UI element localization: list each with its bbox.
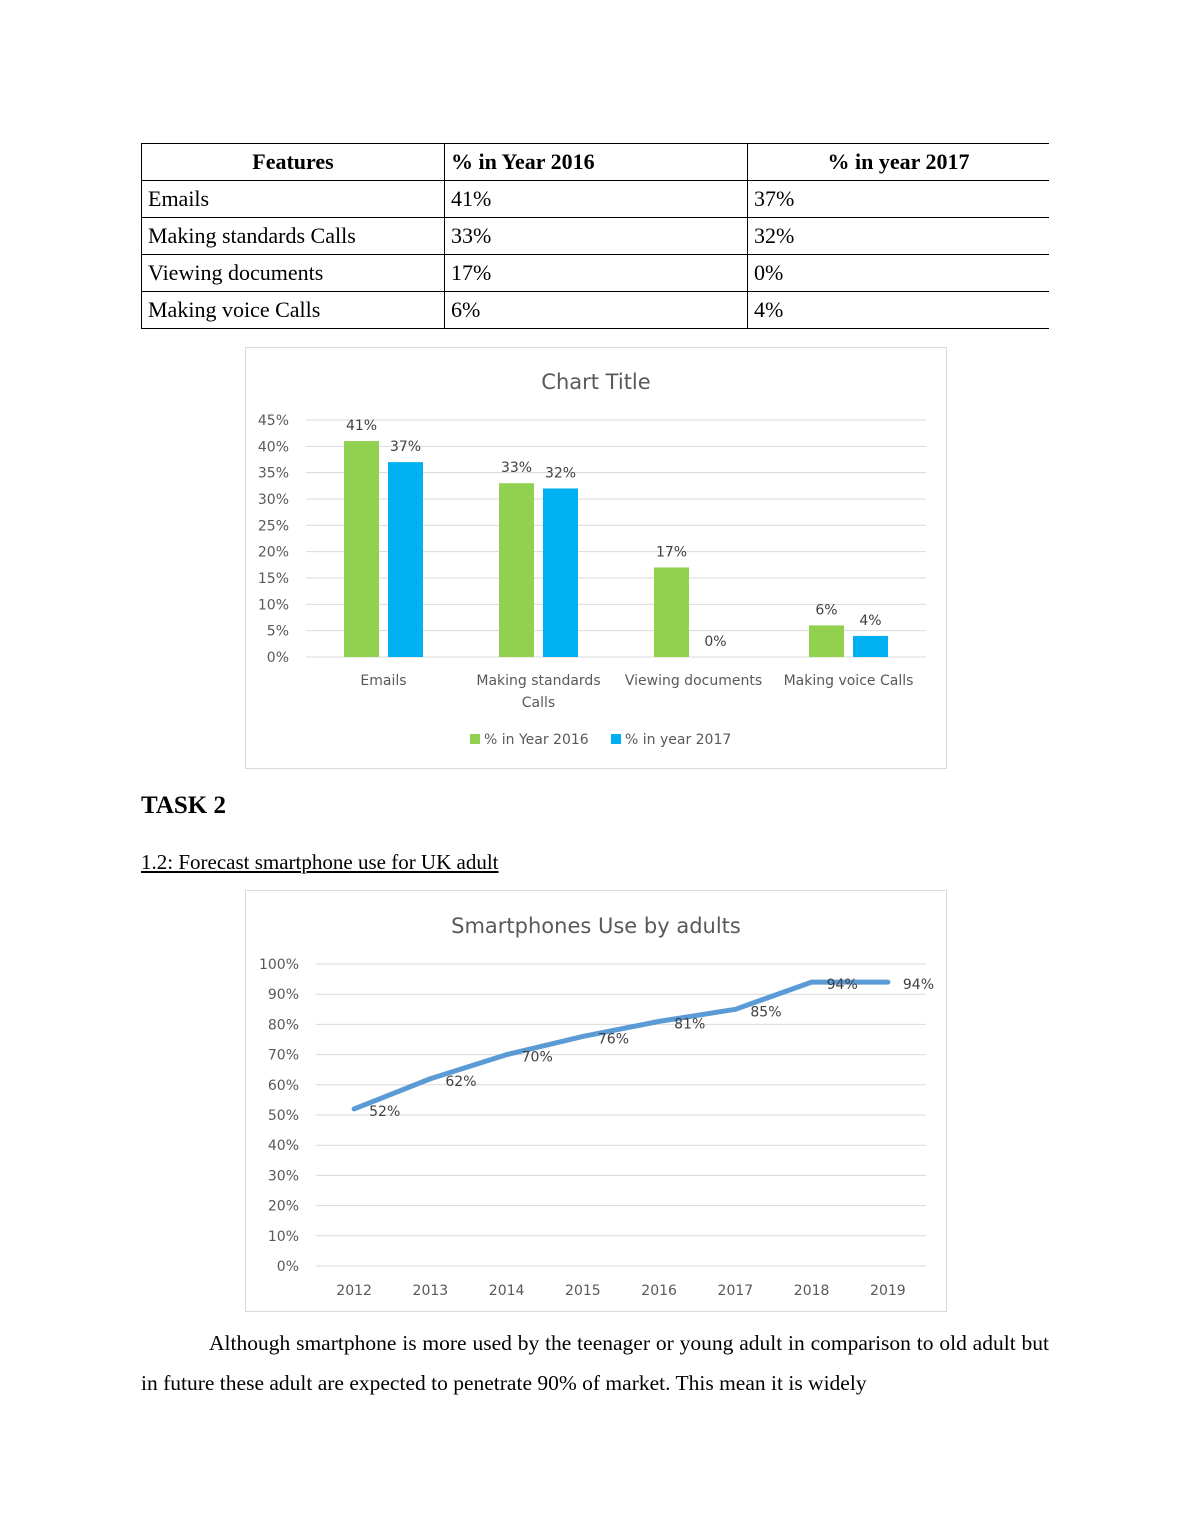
- data-label: 94%: [902, 977, 934, 994]
- y-tick-label: 80%: [267, 1017, 299, 1034]
- x-tick-label: Making standards: [476, 673, 601, 689]
- table-cell: 17%: [445, 255, 748, 292]
- table-cell: 4%: [748, 292, 1050, 329]
- table-cell: 0%: [748, 255, 1050, 292]
- table-header-cell: % in year 2017: [748, 144, 1050, 181]
- bar-chart: [245, 347, 947, 769]
- y-tick-label: 90%: [267, 987, 299, 1004]
- bar: [809, 625, 844, 657]
- x-tick-label: 2012: [336, 1283, 372, 1299]
- bar: [654, 567, 689, 657]
- line-chart: [245, 890, 947, 1312]
- x-tick-label: Viewing documents: [624, 673, 763, 689]
- legend-swatch: [611, 734, 621, 744]
- table-cell: Making standards Calls: [142, 218, 445, 255]
- x-tick-label: 2013: [412, 1283, 449, 1299]
- data-label: 81%: [674, 1016, 706, 1033]
- table-cell: 32%: [748, 218, 1050, 255]
- y-tick-label: 40%: [257, 439, 289, 456]
- y-tick-label: 10%: [267, 1228, 299, 1245]
- bar: [388, 462, 423, 657]
- y-tick-label: 30%: [267, 1168, 299, 1185]
- table-cell: 41%: [445, 181, 748, 218]
- body-paragraph: Although smartphone is more used by the teenager or young adult in comparison to old adult but in future these adult are expected to penetrate 90% of market. This mean it is widely: [141, 1331, 1049, 1395]
- table-cell: 37%: [748, 181, 1050, 218]
- x-tick-label: Emails: [360, 673, 407, 689]
- y-tick-label: 5%: [266, 623, 289, 640]
- table-row: [142, 181, 1050, 218]
- y-tick-label: 60%: [267, 1077, 299, 1094]
- data-label: 32%: [544, 465, 577, 482]
- y-tick-label: 0%: [276, 1259, 299, 1275]
- y-tick-label: 20%: [267, 1198, 299, 1215]
- y-tick-label: 30%: [257, 492, 289, 508]
- task-heading: TASK 2: [141, 792, 226, 819]
- x-tick-label: 2019: [870, 1283, 906, 1299]
- legend-entry: % in Year 2016: [484, 732, 589, 748]
- x-tick-label: Making voice Calls: [783, 673, 914, 689]
- data-label: 76%: [597, 1031, 629, 1048]
- legend-swatch: [470, 734, 480, 744]
- data-label: 52%: [369, 1103, 401, 1120]
- y-tick-label: 40%: [267, 1138, 299, 1155]
- legend-entry: % in year 2017: [625, 732, 732, 748]
- chart-title: Chart Title: [541, 370, 651, 394]
- y-tick-label: 45%: [257, 413, 289, 429]
- x-tick-label: 2015: [565, 1283, 601, 1299]
- y-tick-label: 15%: [257, 571, 289, 587]
- table-row: [142, 218, 1050, 255]
- data-label: 41%: [345, 418, 378, 435]
- table-cell: Making voice Calls: [142, 292, 445, 329]
- table-cell: 6%: [445, 292, 748, 329]
- table-row: [142, 255, 1050, 292]
- y-tick-label: 70%: [267, 1047, 299, 1064]
- data-label: 6%: [815, 602, 838, 619]
- data-label: 33%: [500, 460, 533, 477]
- features-table: [141, 143, 1049, 329]
- bar: [543, 488, 578, 657]
- data-label: 62%: [445, 1073, 477, 1090]
- y-tick-label: 0%: [266, 650, 289, 666]
- x-tick-label: 2016: [641, 1283, 677, 1299]
- data-label: 70%: [521, 1049, 553, 1066]
- table-cell: Viewing documents: [142, 255, 445, 292]
- data-label: 37%: [389, 439, 422, 456]
- y-tick-label: 50%: [267, 1108, 299, 1124]
- bar: [344, 441, 379, 657]
- table-cell: 33%: [445, 218, 748, 255]
- y-tick-label: 20%: [257, 544, 289, 561]
- data-label: 17%: [655, 544, 688, 561]
- chart-title: Smartphones Use by adults: [451, 914, 741, 938]
- x-tick-label: 2014: [488, 1283, 525, 1299]
- bar: [853, 636, 888, 657]
- y-tick-label: 10%: [257, 597, 289, 614]
- x-tick-label: 2017: [717, 1283, 754, 1299]
- data-label: 85%: [750, 1004, 782, 1021]
- table-header-cell: Features: [142, 144, 445, 181]
- y-tick-label: 35%: [257, 465, 289, 482]
- x-tick-label: Calls: [521, 695, 556, 711]
- table-header-row: [142, 144, 1050, 181]
- bar-chart-canvas: [246, 348, 946, 768]
- y-tick-label: 25%: [257, 518, 289, 535]
- y-tick-label: 100%: [258, 957, 299, 973]
- table-row: [142, 292, 1050, 329]
- table-cell: Emails: [142, 181, 445, 218]
- bar: [499, 483, 534, 657]
- section-subheading: 1.2: Forecast smartphone use for UK adult: [141, 850, 499, 874]
- table-header-cell: % in Year 2016: [445, 144, 748, 181]
- x-tick-label: 2018: [793, 1283, 830, 1299]
- line-chart-canvas: [246, 891, 946, 1311]
- data-label: 0%: [704, 634, 727, 650]
- data-label: 4%: [859, 612, 882, 629]
- data-label: 94%: [826, 977, 858, 994]
